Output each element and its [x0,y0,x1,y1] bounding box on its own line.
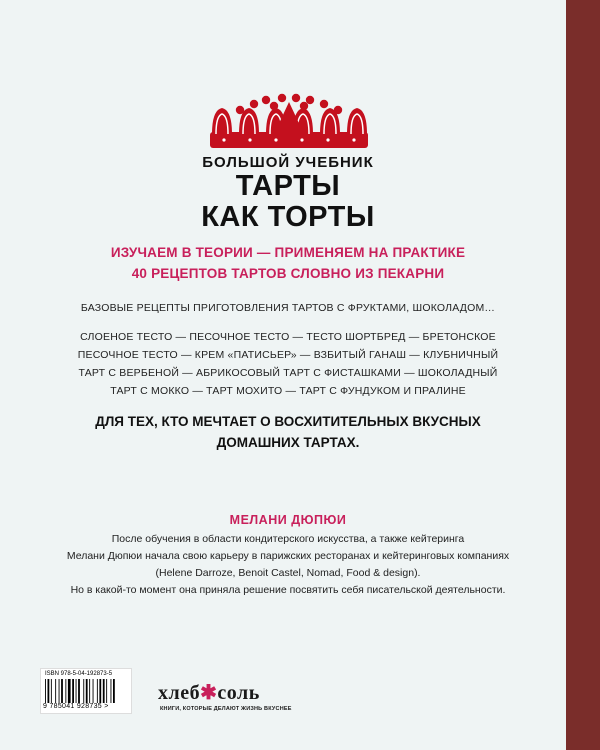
tart-logo-icon [204,92,374,150]
audience-line-2: ДОМАШНИХ ТАРТАХ. [216,435,360,450]
logo-berry [250,100,258,108]
book-title [0,171,576,233]
barcode-bar [97,679,98,703]
barcode-bar [59,679,60,703]
book-title-line-2: КАК ТОРТЫ [201,201,375,233]
logo-berry [300,102,308,110]
publisher-logo [158,680,260,705]
author-name: МЕЛАНИ ДЮПЮИ [229,513,347,527]
recipes-line-1: СЛОЕНОЕ ТЕСТО — ПЕСОЧНОЕ ТЕСТО — ТЕСТО ШОРТБРЕД — БРЕТОНСКОЕ [80,331,496,343]
logo-berry [292,94,300,102]
logo-berry [306,96,314,104]
recipes-line-2: ПЕСОЧНОЕ ТЕСТО — КРЕМ «ПАТИСЬЕР» — ВЗБИТЫЙ ГАНАШ — КЛУБНИЧНЫЙ [77,349,499,361]
barcode [40,668,132,714]
barcode-bar [106,679,107,703]
logo-seed [352,138,355,141]
logo-berry [262,96,270,104]
barcode-bar [86,679,88,703]
tagline-line-2: 40 РЕЦЕПТОВ ТАРТОВ СЛОВНО ИЗ ПЕКАРНИ [131,266,445,281]
barcode-bar [51,679,52,703]
barcode-bar [93,679,94,703]
intro-text: БАЗОВЫЕ РЕЦЕПТЫ ПРИГОТОВЛЕНИЯ ТАРТОВ С ФРУКТАМИ, ШОКОЛАДОМ… [80,302,496,314]
logo-berry [278,94,286,102]
logo-berry [270,102,278,110]
audience-line-1: ДЛЯ ТЕХ, КТО МЕЧТАЕТ О ВОСХИТИТЕЛЬНЫХ ВКУСНЫХ [95,414,481,429]
logo-berry [334,106,342,114]
publisher-star-icon: ✱ [200,682,218,704]
series-label: БОЛЬШОЙ УЧЕБНИК [202,154,374,171]
barcode-bar [99,679,101,703]
barcode-bar [83,679,84,703]
barcode-bar [61,679,63,703]
publisher-name-left: хлеб [158,682,201,704]
barcode-bars-icon [45,679,127,703]
barcode-bar [89,679,90,703]
logo-arch [347,108,367,134]
barcode-bar [78,679,80,703]
bio-line-2: Мелани Дюпюи начала свою карьеру в парижских ресторанах и кейтеринговых компаниях [66,550,510,562]
logo-seed [248,138,251,141]
barcode-number: 9 785041 928735 > [43,703,109,710]
publisher-slogan: КНИГИ, КОТОРЫЕ ДЕЛАЮТ ЖИЗНЬ ВКУСНЕЕ [160,706,292,712]
tagline-line-1: ИЗУЧАЕМ В ТЕОРИИ — ПРИМЕНЯЕМ НА ПРАКТИКЕ [110,245,466,260]
logo-seed [326,138,329,141]
logo-base [210,132,368,148]
barcode-bar [48,679,50,703]
barcode-bar [68,679,71,703]
barcode-bar [65,679,66,703]
logo-seed [300,138,303,141]
barcode-bar [76,679,77,703]
logo-seed [222,138,225,141]
isbn-text: ISBN 978-5-04-192873-5 [45,671,113,677]
barcode-bar [45,679,46,703]
logo-arch [212,108,232,134]
barcode-bar [72,679,74,703]
barcode-bar [111,679,112,703]
logo-berry [236,106,244,114]
logo-berry [320,100,328,108]
barcode-bar [55,679,56,703]
bio-line-1: После обучения в области кондитерского искусства, а также кейтеринга [111,533,465,545]
barcode-bar [103,679,105,703]
bio-line-3: (Helene Darroze, Benoit Castel, Nomad, Food & design). [155,567,421,579]
bio-line-4: Но в какой-то момент она приняла решение посвятить себя писательской деятельности. [70,584,506,596]
barcode-bar [113,679,115,703]
logo-seed [274,138,277,141]
recipes-line-3: ТАРТ С ВЕРБЕНОЙ — АБРИКОСОВЫЙ ТАРТ С ФИСТАШКАМИ — ШОКОЛАДНЫЙ [78,367,498,379]
publisher-name-right: соль [217,682,260,704]
book-title-line-1: ТАРТЫ [235,170,341,202]
recipes-line-4: ТАРТ С МОККО — ТАРТ МОХИТО — ТАРТ С ФУНДУКОМ И ПРАЛИНЕ [110,385,466,397]
